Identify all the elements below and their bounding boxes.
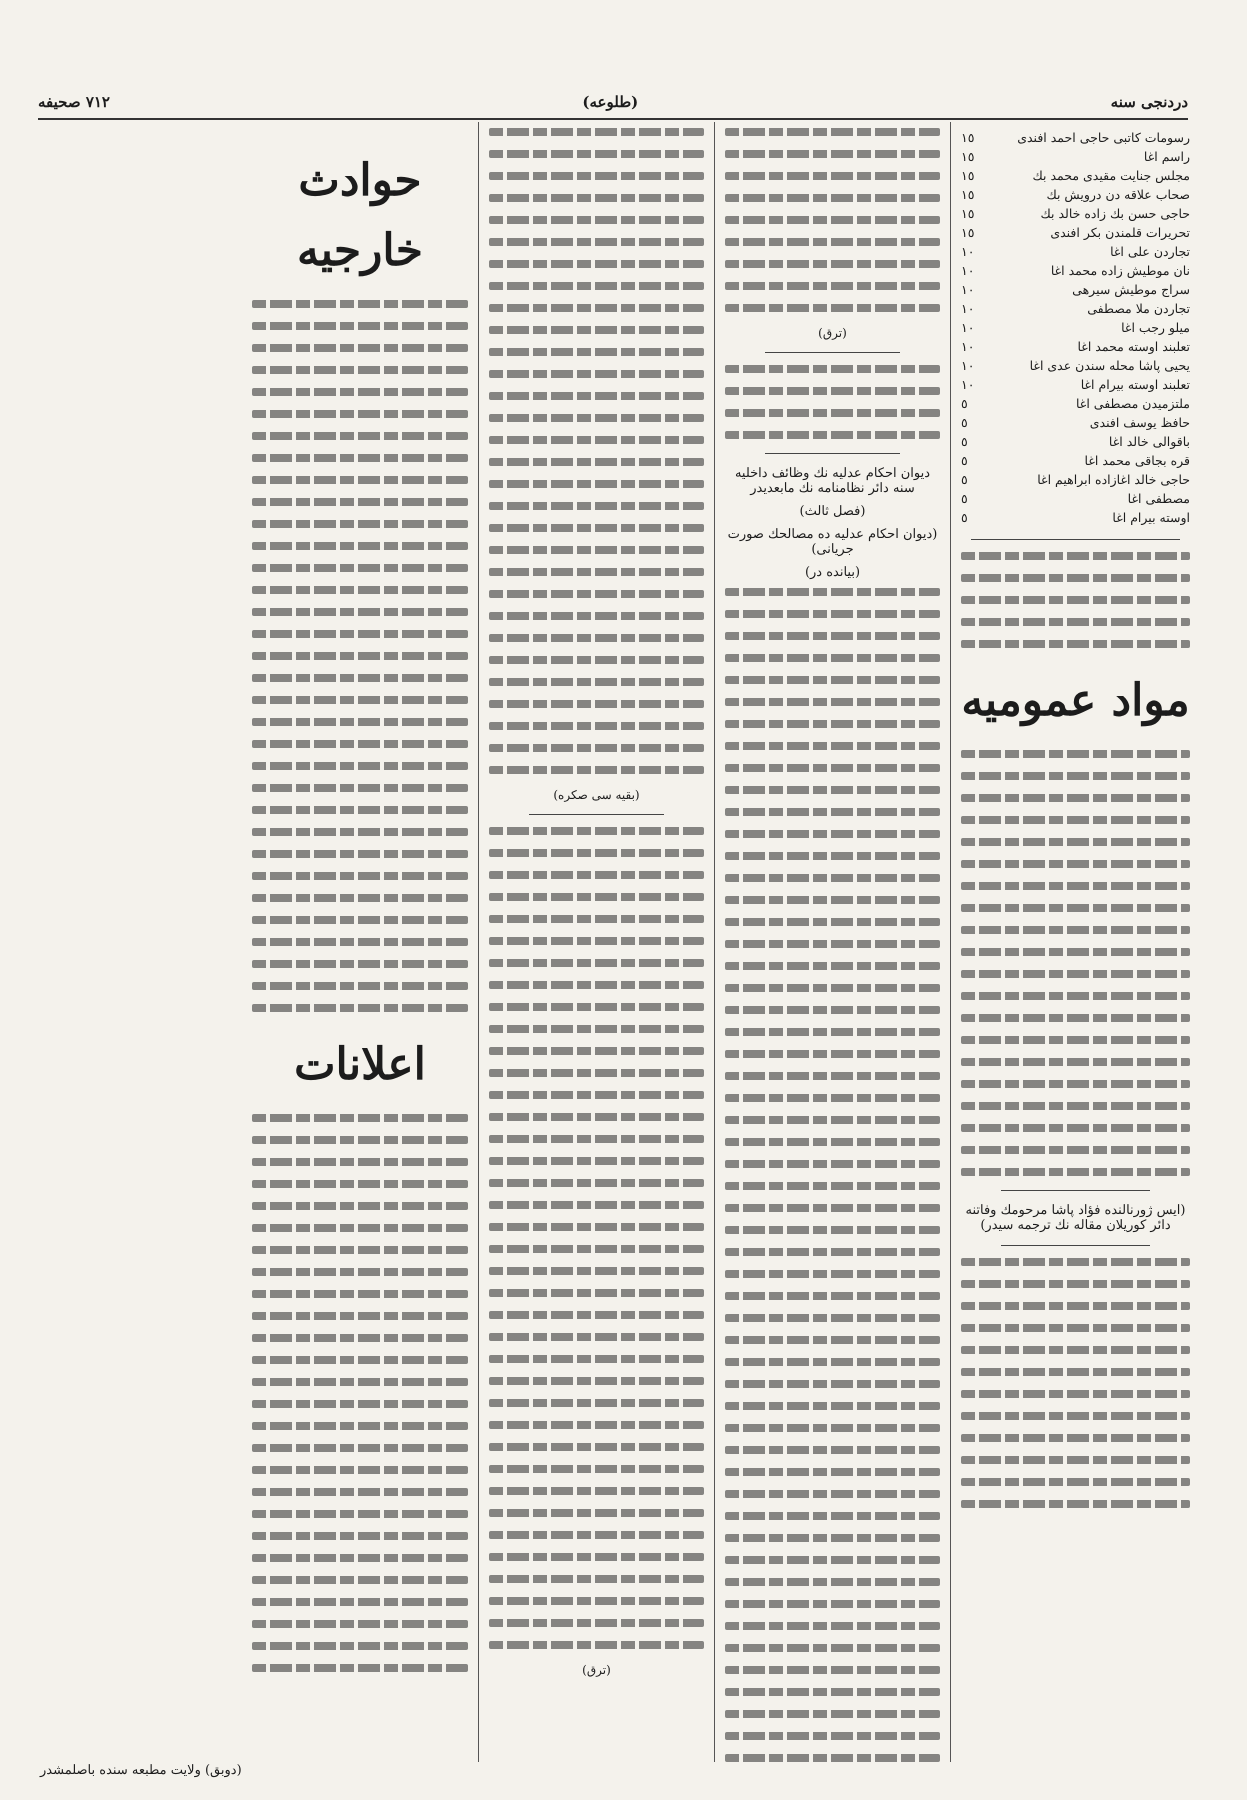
text-block xyxy=(252,1114,468,1672)
donor-name: تجاردن علی اغا xyxy=(1110,244,1190,259)
donor-amount: ١٠ xyxy=(961,282,975,297)
donor-amount: ١٠ xyxy=(961,263,975,278)
donor-amount: ٥ xyxy=(961,396,968,411)
text-block xyxy=(961,1258,1190,1508)
donor-row xyxy=(961,432,1190,451)
donor-amount: ١٠ xyxy=(961,339,975,354)
donor-row xyxy=(961,375,1190,394)
donor-row xyxy=(961,413,1190,432)
donor-row xyxy=(961,147,1190,166)
donor-amount: ٥ xyxy=(961,510,968,525)
donor-name: قره بجاقی محمد اغا xyxy=(1084,453,1190,468)
header-masthead: (طلوعه) xyxy=(582,93,639,111)
donor-amount: ١٥ xyxy=(961,130,975,145)
donor-name: رسومات كاتبی حاجی احمد افندی xyxy=(1017,130,1190,145)
donor-row xyxy=(961,394,1190,413)
text-block xyxy=(489,827,704,1649)
donor-amount: ١٥ xyxy=(961,225,975,240)
donor-row xyxy=(961,185,1190,204)
column-3 xyxy=(478,122,714,1762)
continuation-note: (ترق) xyxy=(582,1663,611,1677)
donor-amount: ١٠ xyxy=(961,301,975,316)
donor-row xyxy=(961,166,1190,185)
donor-name: مصطفی اغا xyxy=(1127,491,1190,506)
donor-row xyxy=(961,223,1190,242)
regulation-note: (بيانده در) xyxy=(804,565,861,580)
printer-note: (دوبق) ولايت مطبعه سنده باصلمشدر xyxy=(40,1763,242,1778)
donor-name: اوسته بيرام اغا xyxy=(1112,510,1190,525)
donor-name: صحاب علاقه دن درويش بك xyxy=(1046,187,1190,202)
text-block xyxy=(961,552,1190,648)
donor-row xyxy=(961,280,1190,299)
regulation-subsection: (ديوان احكام عدليه ده مصالحك صورت جريانی) xyxy=(727,527,938,557)
donor-amount: ١٥ xyxy=(961,149,975,164)
donor-name: نان موطيش زاده محمد اغا xyxy=(1050,263,1190,278)
donor-name: ملتزميدن مصطفی اغا xyxy=(1075,396,1190,411)
header-volume: دردنجی سنه xyxy=(1110,93,1188,111)
donor-name: سراج موطيش سيرهی xyxy=(1072,282,1190,297)
text-block xyxy=(252,300,468,1012)
donor-name: راسم اغا xyxy=(1143,149,1190,164)
donor-row xyxy=(961,242,1190,261)
donor-amount: ١٥ xyxy=(961,168,975,183)
continuation-note: (ترق) xyxy=(818,326,847,340)
column-4 xyxy=(242,122,478,1762)
text-block xyxy=(725,128,940,312)
donor-amount: ٥ xyxy=(961,453,968,468)
donor-row xyxy=(961,451,1190,470)
donor-amount: ٥ xyxy=(961,415,968,430)
donor-name: تجاردن ملا مصطفی xyxy=(1087,301,1190,316)
header-page-number: ٧١٢ صحيفه xyxy=(38,93,110,111)
column-2 xyxy=(714,122,950,1762)
article-subtitle: (ايس ژورنالنده فؤاد پاشا مرحومك وفاتنه دائر كوريلان مقاله نك ترجمه سيدر) xyxy=(965,1203,1186,1233)
donor-amount: ٥ xyxy=(961,491,968,506)
donor-row xyxy=(961,508,1190,527)
columns xyxy=(30,122,1200,1762)
donor-name: حاجی حسن بك زاده خالد بك xyxy=(1040,206,1190,221)
text-block xyxy=(961,750,1190,1176)
donor-amount: ١٥ xyxy=(961,187,975,202)
donor-amount: ١٠ xyxy=(961,377,975,392)
donor-name: مجلس جنايت مقيدی محمد بك xyxy=(1032,168,1190,183)
divider xyxy=(1001,1245,1150,1246)
donor-name: باقوالی خالد اغا xyxy=(1108,434,1190,449)
donor-amount: ٥ xyxy=(961,472,968,487)
section-title-foreign-news: حوادث خارجيه xyxy=(297,155,423,276)
donor-row xyxy=(961,489,1190,508)
donor-amount: ١٠ xyxy=(961,244,975,259)
donor-name: تعلبند اوسته بيرام اغا xyxy=(1080,377,1190,392)
text-block xyxy=(725,588,940,1762)
donor-row xyxy=(961,299,1190,318)
donor-name: حافظ يوسف افندی xyxy=(1089,415,1190,430)
donor-row xyxy=(961,318,1190,337)
text-block xyxy=(725,365,940,439)
donor-row xyxy=(961,337,1190,356)
page-header xyxy=(38,86,1188,120)
continuation-note: (بقيه سی صكره) xyxy=(553,788,640,802)
text-block xyxy=(489,128,704,774)
donor-name: يحيی پاشا محله سندن عدی اغا xyxy=(1029,358,1190,373)
section-title-general: مواد عموميه xyxy=(961,675,1190,726)
regulation-title: ديوان احكام عدليه نك وظائف داخليه سنه دائر نظامنامه نك مابعدیدر xyxy=(734,466,931,496)
donor-amount: ١٠ xyxy=(961,320,975,335)
divider xyxy=(971,539,1180,540)
donor-amount: ٥ xyxy=(961,434,968,449)
donor-name: تعلبند اوسته محمد اغا xyxy=(1077,339,1190,354)
donor-name: ميلو رجب اغا xyxy=(1121,320,1190,335)
divider xyxy=(765,453,900,454)
donor-list xyxy=(961,128,1190,527)
section-title-announcements: اعلانات xyxy=(294,1039,426,1090)
donor-name: تحريرات قلمندن بكر افندی xyxy=(1050,225,1190,240)
regulation-section: (فصل ثالث) xyxy=(799,504,866,519)
donor-row xyxy=(961,470,1190,489)
donor-row xyxy=(961,128,1190,147)
divider xyxy=(765,352,900,353)
donor-row xyxy=(961,261,1190,280)
donor-row xyxy=(961,356,1190,375)
donor-row xyxy=(961,204,1190,223)
donor-amount: ١٠ xyxy=(961,358,975,373)
column-1 xyxy=(950,122,1200,1762)
donor-name: حاجی خالد اغازاده ابراهيم اغا xyxy=(1037,472,1190,487)
divider xyxy=(529,814,664,815)
donor-amount: ١٥ xyxy=(961,206,975,221)
divider xyxy=(1001,1190,1150,1191)
